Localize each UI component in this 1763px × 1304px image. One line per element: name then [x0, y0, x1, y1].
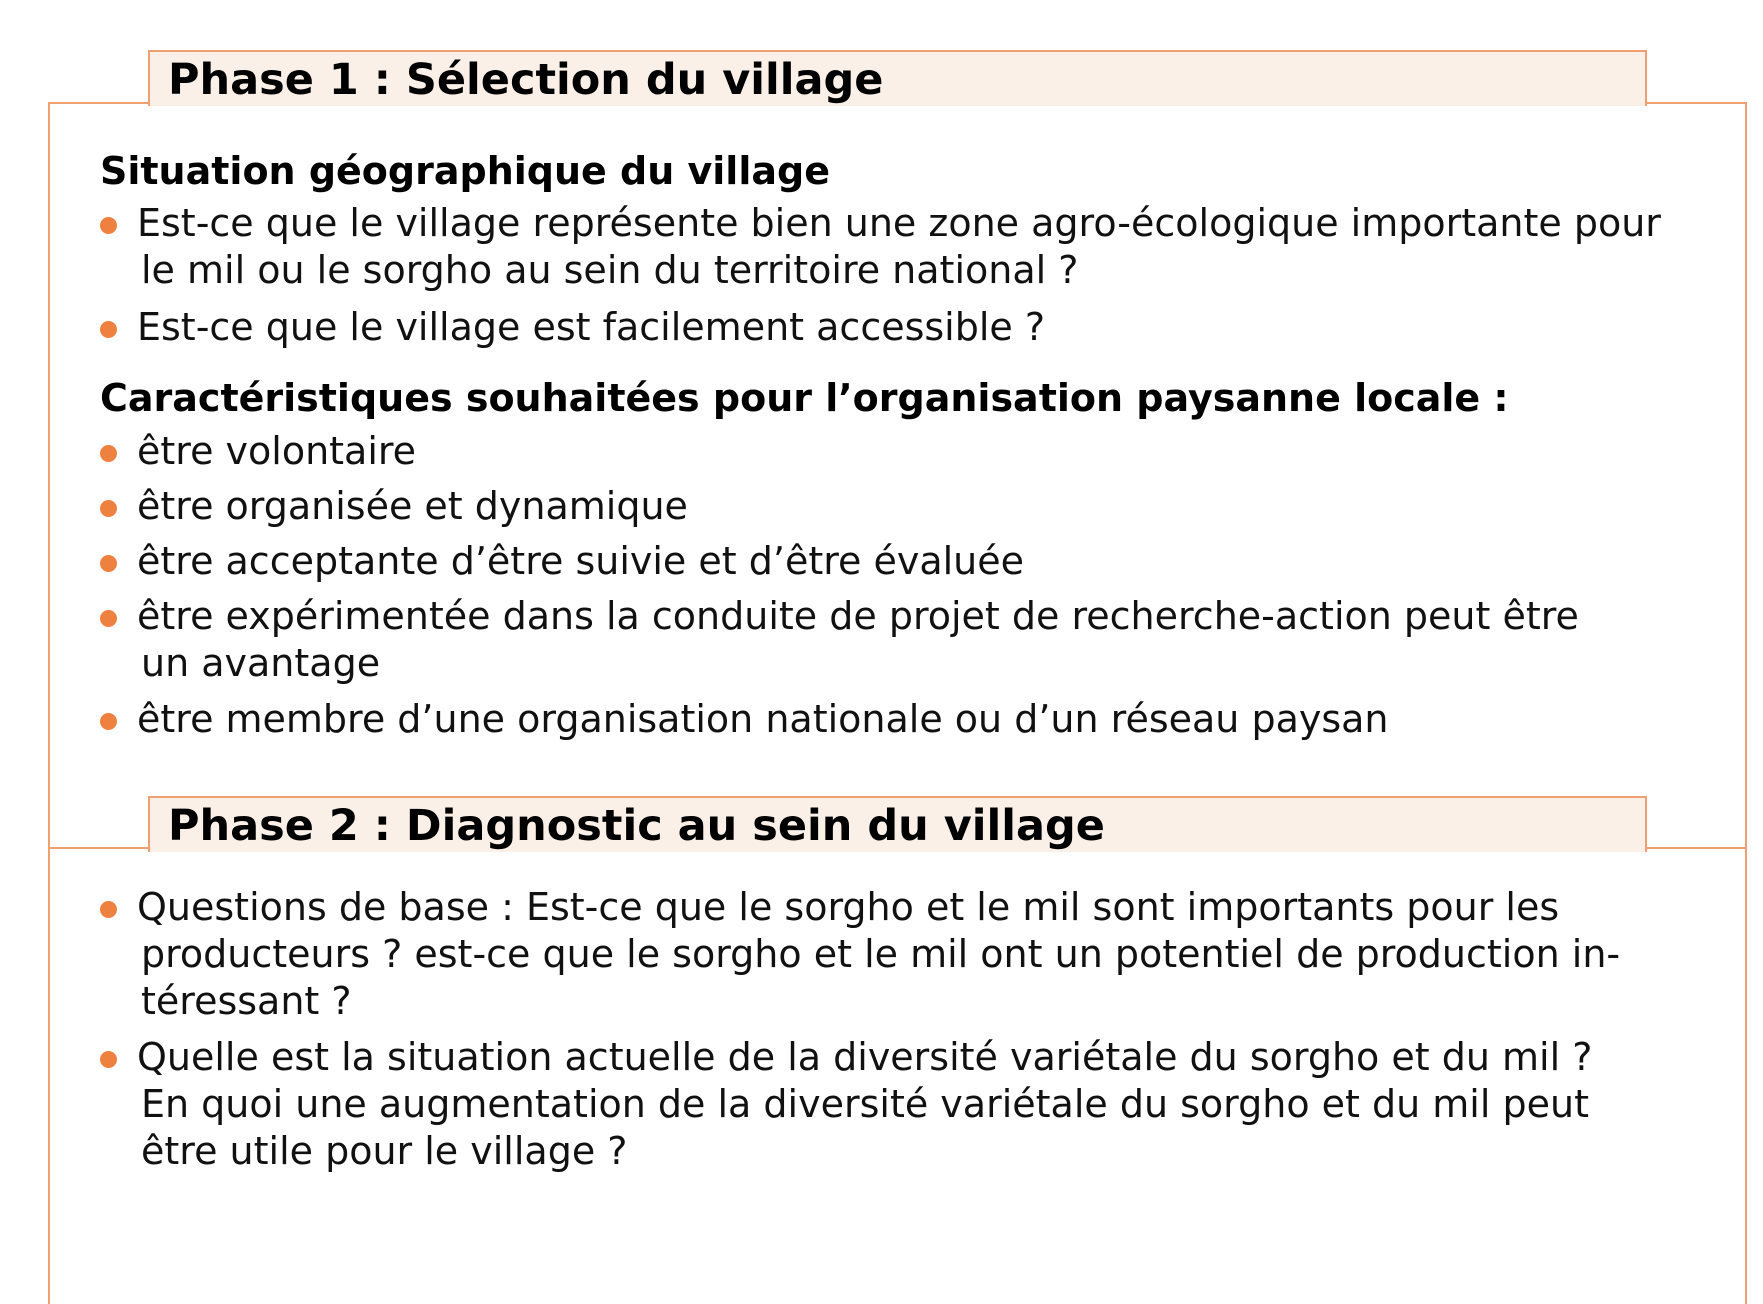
list-item-line: être membre d’une organisation nationale ou d’un réseau paysan — [137, 697, 1389, 741]
bullet-icon — [100, 901, 117, 918]
list-item-line: Questions de base : Est-ce que le sorgho et le mil sont importants pour les — [137, 885, 1560, 929]
list-item-line: être volontaire — [137, 429, 417, 473]
list-item-line: être organisée et dynamique — [137, 484, 688, 528]
section-geographic-heading: Situation géographique du village — [100, 149, 830, 193]
list-item-line: un avantage — [141, 641, 381, 685]
bullet-icon — [100, 500, 117, 517]
bullet-icon — [100, 713, 117, 730]
bullet-icon — [100, 217, 117, 234]
section-characteristics-heading: Caractéristiques souhaitées pour l’organisation paysanne locale : — [100, 376, 1509, 420]
bullet-icon — [100, 555, 117, 572]
phase2-title: Phase 2 : Diagnostic au sein du village — [148, 796, 1647, 852]
phase1-title: Phase 1 : Sélection du village — [148, 50, 1647, 106]
list-item-line: être utile pour le village ? — [141, 1129, 628, 1173]
list-item-line: le mil ou le sorgho au sein du territoire national ? — [141, 248, 1079, 292]
list-item-line: Est-ce que le village représente bien une zone agro-écologique importante pour — [137, 201, 1661, 245]
list-item-line: être acceptante d’être suivie et d’être évaluée — [137, 539, 1025, 583]
bullet-icon — [100, 321, 117, 338]
bullet-icon — [100, 445, 117, 462]
list-item-line: producteurs ? est-ce que le sorgho et le mil ont un potentiel de production in- — [141, 932, 1621, 976]
bullet-icon — [100, 610, 117, 627]
list-item-line: téressant ? — [141, 979, 352, 1023]
list-item-line: Quelle est la situation actuelle de la diversité variétale du sorgho et du mil ? — [137, 1035, 1593, 1079]
list-item-line: Est-ce que le village est facilement accessible ? — [137, 305, 1046, 349]
list-item-line: En quoi une augmentation de la diversité variétale du sorgho et du mil peut — [141, 1082, 1589, 1126]
list-item-line: être expérimentée dans la conduite de projet de recherche-action peut être — [137, 594, 1579, 638]
bullet-icon — [100, 1051, 117, 1068]
